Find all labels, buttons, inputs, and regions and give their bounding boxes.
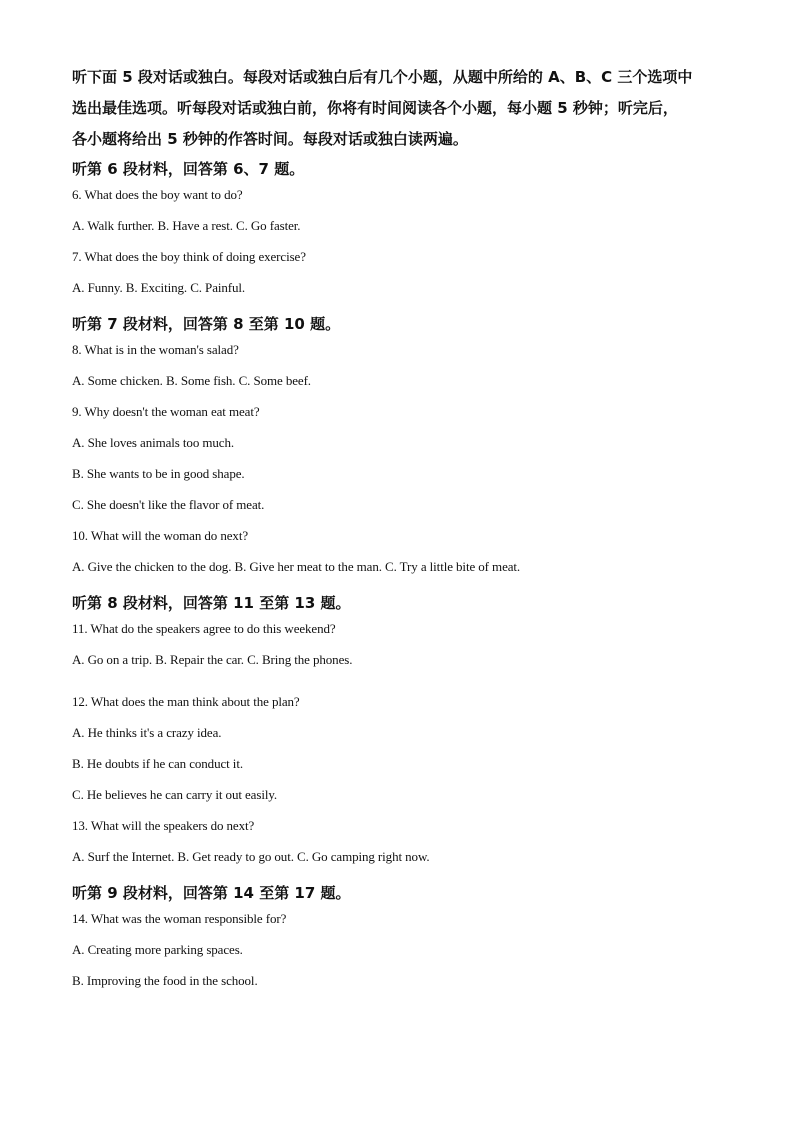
section-7 (72, 310, 732, 589)
instruction-line: 选出最佳选项。听每段对话或独白前，你将有时间阅读各个小题，每小题 5 秒钟；听完后， (72, 99, 678, 117)
question-10: 10. What will the woman do next? (72, 528, 248, 543)
question-9: 9. Why doesn't the woman eat meat? (72, 404, 260, 419)
section-heading: 听第 7 段材料，回答第 8 至第 10 题。 (72, 315, 341, 333)
question-14: 14. What was the woman responsible for? (72, 911, 287, 926)
section-9 (72, 879, 732, 1003)
option-12c: C. He believes he can carry it out easily. (72, 787, 278, 802)
instructions (72, 62, 732, 155)
option-12a: A. He thinks it's a crazy idea. (72, 725, 222, 740)
option-9b: B. She wants to be in good shape. (72, 466, 245, 481)
instruction-line: 听下面 5 段对话或独白。每段对话或独白后有几个小题，从题中所给的 A、B、C 三个选项中 (72, 68, 693, 86)
option-14b: B. Improving the food in the school. (72, 973, 258, 988)
question-13: 13. What will the speakers do next? (72, 818, 255, 833)
option-14a: A. Creating more parking spaces. (72, 942, 243, 957)
options-8: A. Some chicken. B. Some fish. C. Some beef. (72, 373, 311, 388)
question-6: 6. What does the boy want to do? (72, 187, 243, 202)
option-9c: C. She doesn't like the flavor of meat. (72, 497, 265, 512)
section-heading: 听第 8 段材料，回答第 11 至第 13 题。 (72, 594, 351, 612)
options-10: A. Give the chicken to the dog. B. Give her meat to the man. C. Try a little bite of meat. (72, 559, 521, 574)
option-9a: A. She loves animals too much. (72, 435, 235, 450)
option-12b: B. He doubts if he can conduct it. (72, 756, 243, 771)
document-page (72, 62, 732, 1003)
spacer (72, 682, 732, 693)
section-6 (72, 155, 732, 310)
section-heading: 听第 9 段材料，回答第 14 至第 17 题。 (72, 884, 351, 902)
options-7: A. Funny. B. Exciting. C. Painful. (72, 280, 246, 295)
options-13: A. Surf the Internet. B. Get ready to go out. C. Go camping right now. (72, 849, 430, 864)
question-11: 11. What do the speakers agree to do this weekend? (72, 621, 336, 636)
options-6: A. Walk further. B. Have a rest. C. Go faster. (72, 218, 301, 233)
question-12: 12. What does the man think about the plan? (72, 694, 300, 709)
question-8: 8. What is in the woman's salad? (72, 342, 239, 357)
section-heading: 听第 6 段材料，回答第 6、7 题。 (72, 160, 305, 178)
instruction-line: 各小题将给出 5 秒钟的作答时间。每段对话或独白读两遍。 (72, 130, 468, 148)
section-8 (72, 589, 732, 879)
question-7: 7. What does the boy think of doing exercise? (72, 249, 306, 264)
options-11: A. Go on a trip. B. Repair the car. C. Bring the phones. (72, 652, 353, 667)
